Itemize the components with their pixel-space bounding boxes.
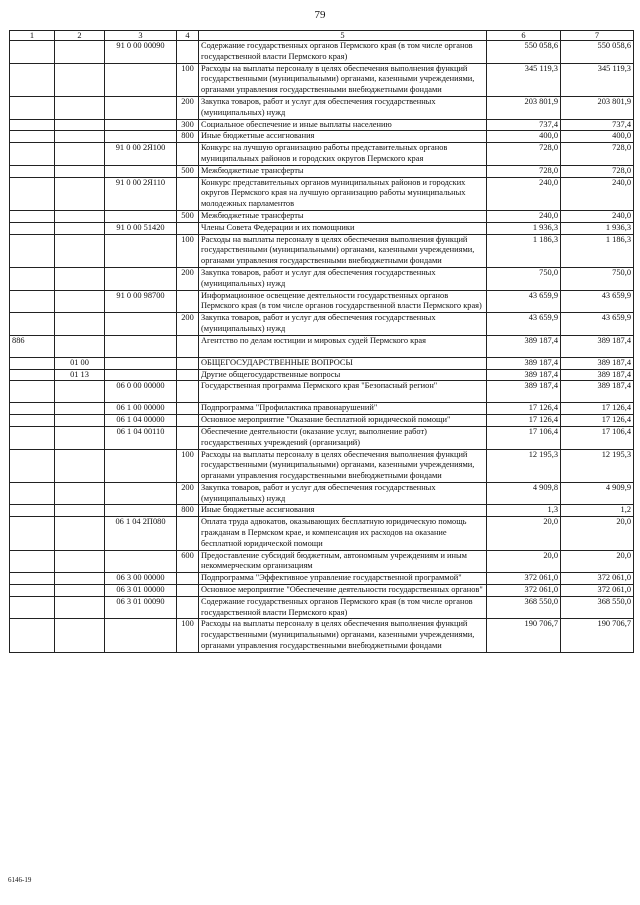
section-code-cell: 01 13 xyxy=(55,369,105,381)
expense-type-cell xyxy=(177,357,199,369)
table-row xyxy=(10,619,634,652)
description-cell: Закупка товаров, работ и услуг для обеспечения государственных (муниципальных) нужд xyxy=(199,482,487,505)
amount-cell: 190 706,7 xyxy=(487,619,561,652)
ministry-code-cell xyxy=(10,234,55,267)
amount-cell: 389 187,4 xyxy=(561,335,634,357)
ministry-code-cell xyxy=(10,573,55,585)
expense-type-cell: 200 xyxy=(177,267,199,290)
description-cell: Содержание государственных органов Пермского края (в том числе органов государственной власти Пермского края) xyxy=(199,596,487,619)
amount-cell: 20,0 xyxy=(487,550,561,573)
description-cell: Межбюджетные трансферты xyxy=(199,165,487,177)
expense-type-cell xyxy=(177,41,199,64)
target-article-cell xyxy=(105,619,177,652)
amount-cell: 368 550,0 xyxy=(487,596,561,619)
table-row xyxy=(10,290,634,313)
expense-type-cell: 200 xyxy=(177,313,199,336)
amount-cell: 389 187,4 xyxy=(561,369,634,381)
table-row xyxy=(10,573,634,585)
ministry-code-cell xyxy=(10,267,55,290)
table-row xyxy=(10,369,634,381)
table-row xyxy=(10,357,634,369)
amount-cell: 389 187,4 xyxy=(487,335,561,357)
amount-cell: 12 195,3 xyxy=(487,449,561,482)
expense-type-cell xyxy=(177,177,199,210)
ministry-code-cell: 886 xyxy=(10,335,55,357)
table-row xyxy=(10,585,634,597)
column-number: 4 xyxy=(177,31,199,41)
amount-cell: 400,0 xyxy=(561,131,634,143)
amount-cell: 20,0 xyxy=(487,517,561,550)
amount-cell: 1,3 xyxy=(487,505,561,517)
section-code-cell xyxy=(55,131,105,143)
description-cell: Закупка товаров, работ и услуг для обеспечения государственных (муниципальных) нужд xyxy=(199,267,487,290)
ministry-code-cell xyxy=(10,585,55,597)
table-row xyxy=(10,41,634,64)
table-row xyxy=(10,165,634,177)
description-cell: Расходы на выплаты персоналу в целях обеспечения выполнения функций государственными (муниципальными) органами, казенными учреждениями, органами управления государственными внебюджетными фондами xyxy=(199,449,487,482)
expense-type-cell: 300 xyxy=(177,119,199,131)
column-number: 3 xyxy=(105,31,177,41)
table-row xyxy=(10,426,634,449)
table-row xyxy=(10,403,634,415)
target-article-cell xyxy=(105,505,177,517)
target-article-cell xyxy=(105,369,177,381)
ministry-code-cell xyxy=(10,426,55,449)
amount-cell: 17 106,4 xyxy=(561,426,634,449)
table-row xyxy=(10,267,634,290)
amount-cell: 728,0 xyxy=(487,165,561,177)
table-row xyxy=(10,415,634,427)
section-code-cell xyxy=(55,482,105,505)
description-cell: Конкурс на лучшую организацию работы представительных органов муниципальных районов и городских округов Пермского края xyxy=(199,143,487,166)
target-article-cell xyxy=(105,267,177,290)
amount-cell: 4 909,9 xyxy=(561,482,634,505)
target-article-cell xyxy=(105,210,177,222)
section-code-cell xyxy=(55,335,105,357)
expense-type-cell xyxy=(177,290,199,313)
amount-cell: 345 119,3 xyxy=(561,63,634,96)
section-code-cell xyxy=(55,596,105,619)
amount-cell: 17 126,4 xyxy=(561,415,634,427)
amount-cell: 203 801,9 xyxy=(487,96,561,119)
description-cell: Иные бюджетные ассигнования xyxy=(199,131,487,143)
ministry-code-cell xyxy=(10,482,55,505)
description-cell: ОБЩЕГОСУДАРСТВЕННЫЕ ВОПРОСЫ xyxy=(199,357,487,369)
column-number: 5 xyxy=(199,31,487,41)
target-article-cell: 06 1 04 2П080 xyxy=(105,517,177,550)
section-code-cell xyxy=(55,63,105,96)
ministry-code-cell xyxy=(10,143,55,166)
target-article-cell xyxy=(105,550,177,573)
expense-type-cell: 600 xyxy=(177,550,199,573)
target-article-cell xyxy=(105,357,177,369)
column-number: 6 xyxy=(487,31,561,41)
target-article-cell xyxy=(105,482,177,505)
section-code-cell xyxy=(55,165,105,177)
section-code-cell xyxy=(55,403,105,415)
description-cell: Обеспечение деятельности (оказание услуг, выполнение работ) государственных учреждений (организаций) xyxy=(199,426,487,449)
table-row xyxy=(10,119,634,131)
target-article-cell: 06 3 00 00000 xyxy=(105,573,177,585)
target-article-cell xyxy=(105,335,177,357)
ministry-code-cell xyxy=(10,357,55,369)
target-article-cell xyxy=(105,119,177,131)
amount-cell: 1 186,3 xyxy=(561,234,634,267)
target-article-cell: 91 0 00 2Я100 xyxy=(105,143,177,166)
ministry-code-cell xyxy=(10,449,55,482)
section-code-cell xyxy=(55,619,105,652)
amount-cell: 43 659,9 xyxy=(561,313,634,336)
section-code-cell xyxy=(55,119,105,131)
amount-cell: 400,0 xyxy=(487,131,561,143)
table-row xyxy=(10,143,634,166)
amount-cell: 43 659,9 xyxy=(561,290,634,313)
expense-type-cell xyxy=(177,585,199,597)
amount-cell: 389 187,4 xyxy=(487,357,561,369)
expense-type-cell: 200 xyxy=(177,482,199,505)
ministry-code-cell xyxy=(10,96,55,119)
table-row xyxy=(10,177,634,210)
description-cell: Конкурс представительных органов муниципальных районов и городских округов Пермского края на лучшую организацию работы муниципальных молодежных парламентов xyxy=(199,177,487,210)
amount-cell: 240,0 xyxy=(487,210,561,222)
target-article-cell: 91 0 00 51420 xyxy=(105,222,177,234)
section-code-cell xyxy=(55,550,105,573)
ministry-code-cell xyxy=(10,131,55,143)
table-row xyxy=(10,222,634,234)
section-code-cell xyxy=(55,573,105,585)
amount-cell: 190 706,7 xyxy=(561,619,634,652)
description-cell: Закупка товаров, работ и услуг для обеспечения государственных (муниципальных) нужд xyxy=(199,96,487,119)
ministry-code-cell xyxy=(10,596,55,619)
ministry-code-cell xyxy=(10,119,55,131)
description-cell: Социальное обеспечение и иные выплаты населению xyxy=(199,119,487,131)
column-number: 2 xyxy=(55,31,105,41)
table-row xyxy=(10,449,634,482)
section-code-cell xyxy=(55,290,105,313)
amount-cell: 750,0 xyxy=(561,267,634,290)
amount-cell: 389 187,4 xyxy=(487,381,561,403)
amount-cell: 20,0 xyxy=(561,550,634,573)
amount-cell: 345 119,3 xyxy=(487,63,561,96)
target-article-cell: 06 1 04 00000 xyxy=(105,415,177,427)
ministry-code-cell xyxy=(10,177,55,210)
target-article-cell xyxy=(105,131,177,143)
table-row xyxy=(10,505,634,517)
column-number: 1 xyxy=(10,31,55,41)
ministry-code-cell xyxy=(10,290,55,313)
target-article-cell: 06 1 00 00000 xyxy=(105,403,177,415)
section-code-cell xyxy=(55,210,105,222)
expense-type-cell: 100 xyxy=(177,449,199,482)
ministry-code-cell xyxy=(10,381,55,403)
table-row xyxy=(10,482,634,505)
table-row xyxy=(10,210,634,222)
table-row xyxy=(10,96,634,119)
ministry-code-cell xyxy=(10,63,55,96)
amount-cell: 368 550,0 xyxy=(561,596,634,619)
table-row xyxy=(10,517,634,550)
target-article-cell: 91 0 00 98700 xyxy=(105,290,177,313)
section-code-cell xyxy=(55,415,105,427)
expense-type-cell xyxy=(177,415,199,427)
expense-type-cell: 500 xyxy=(177,165,199,177)
expense-type-cell xyxy=(177,335,199,357)
target-article-cell xyxy=(105,449,177,482)
page-number: 79 xyxy=(314,9,326,21)
expense-type-cell: 800 xyxy=(177,131,199,143)
section-code-cell xyxy=(55,222,105,234)
description-cell: Основное мероприятие "Оказание бесплатной юридической помощи" xyxy=(199,415,487,427)
target-article-cell: 06 3 01 00000 xyxy=(105,585,177,597)
section-code-cell: 01 00 xyxy=(55,357,105,369)
section-code-cell xyxy=(55,267,105,290)
target-article-cell xyxy=(105,234,177,267)
amount-cell: 550 058,6 xyxy=(561,41,634,64)
target-article-cell xyxy=(105,63,177,96)
ministry-code-cell xyxy=(10,517,55,550)
amount-cell: 43 659,9 xyxy=(487,313,561,336)
ministry-code-cell xyxy=(10,210,55,222)
amount-cell: 389 187,4 xyxy=(561,357,634,369)
description-cell: Другие общегосударственные вопросы xyxy=(199,369,487,381)
section-code-cell xyxy=(55,585,105,597)
amount-cell: 550 058,6 xyxy=(487,41,561,64)
ministry-code-cell xyxy=(10,41,55,64)
amount-cell: 17 126,4 xyxy=(487,415,561,427)
expense-type-cell xyxy=(177,573,199,585)
section-code-cell xyxy=(55,381,105,403)
amount-cell: 17 126,4 xyxy=(487,403,561,415)
expense-type-cell: 500 xyxy=(177,210,199,222)
section-code-cell xyxy=(55,517,105,550)
table-row xyxy=(10,335,634,357)
section-code-cell xyxy=(55,41,105,64)
table-row xyxy=(10,131,634,143)
description-cell: Информационное освещение деятельности государственных органов Пермского края (в том числе органов государственной власти Пермского края) xyxy=(199,290,487,313)
amount-cell: 203 801,9 xyxy=(561,96,634,119)
amount-cell: 12 195,3 xyxy=(561,449,634,482)
amount-cell: 372 061,0 xyxy=(487,585,561,597)
description-cell: Иные бюджетные ассигнования xyxy=(199,505,487,517)
expense-type-cell: 800 xyxy=(177,505,199,517)
table-row xyxy=(10,381,634,403)
description-cell: Расходы на выплаты персоналу в целях обеспечения выполнения функций государственными (муниципальными) органами, казенными учреждениями, органами управления государственными внебюджетными фондами xyxy=(199,63,487,96)
target-article-cell: 06 3 01 00090 xyxy=(105,596,177,619)
expense-type-cell xyxy=(177,403,199,415)
ministry-code-cell xyxy=(10,165,55,177)
expense-type-cell xyxy=(177,143,199,166)
amount-cell: 1,2 xyxy=(561,505,634,517)
section-code-cell xyxy=(55,505,105,517)
description-cell: Расходы на выплаты персоналу в целях обеспечения выполнения функций государственными (муниципальными) органами, казенными учреждениями, органами управления государственными внебюджетными фондами xyxy=(199,619,487,652)
description-cell: Подпрограмма "Профилактика правонарушений" xyxy=(199,403,487,415)
description-cell: Межбюджетные трансферты xyxy=(199,210,487,222)
description-cell: Государственная программа Пермского края "Безопасный регион" xyxy=(199,381,487,403)
ministry-code-cell xyxy=(10,313,55,336)
target-article-cell: 91 0 00 2Я110 xyxy=(105,177,177,210)
amount-cell: 737,4 xyxy=(487,119,561,131)
ministry-code-cell xyxy=(10,222,55,234)
amount-cell: 728,0 xyxy=(487,143,561,166)
expense-type-cell xyxy=(177,222,199,234)
ministry-code-cell xyxy=(10,550,55,573)
expense-type-cell xyxy=(177,426,199,449)
description-cell: Агентство по делам юстиции и мировых судей Пермского края xyxy=(199,335,487,357)
expense-type-cell: 200 xyxy=(177,96,199,119)
target-article-cell: 06 1 04 00110 xyxy=(105,426,177,449)
target-article-cell xyxy=(105,313,177,336)
amount-cell: 4 909,8 xyxy=(487,482,561,505)
ministry-code-cell xyxy=(10,619,55,652)
ministry-code-cell xyxy=(10,369,55,381)
amount-cell: 20,0 xyxy=(561,517,634,550)
amount-cell: 43 659,9 xyxy=(487,290,561,313)
expense-type-cell xyxy=(177,381,199,403)
section-code-cell xyxy=(55,96,105,119)
section-code-cell xyxy=(55,143,105,166)
target-article-cell: 91 0 00 00090 xyxy=(105,41,177,64)
amount-cell: 728,0 xyxy=(561,165,634,177)
expense-type-cell: 100 xyxy=(177,63,199,96)
amount-cell: 240,0 xyxy=(487,177,561,210)
section-code-cell xyxy=(55,234,105,267)
amount-cell: 1 936,3 xyxy=(487,222,561,234)
table-row xyxy=(10,234,634,267)
description-cell: Подпрограмма "Эффективное управление государственной программой" xyxy=(199,573,487,585)
description-cell: Предоставление субсидий бюджетным, автономным учреждениям и иным некоммерческим организациям xyxy=(199,550,487,573)
amount-cell: 17 106,4 xyxy=(487,426,561,449)
description-cell: Члены Совета Федерации и их помощники xyxy=(199,222,487,234)
amount-cell: 728,0 xyxy=(561,143,634,166)
expense-type-cell xyxy=(177,517,199,550)
ministry-code-cell xyxy=(10,403,55,415)
amount-cell: 389 187,4 xyxy=(561,381,634,403)
column-number-row xyxy=(10,31,634,41)
ministry-code-cell xyxy=(10,415,55,427)
expense-type-cell: 100 xyxy=(177,234,199,267)
section-code-cell xyxy=(55,449,105,482)
target-article-cell xyxy=(105,165,177,177)
section-code-cell xyxy=(55,177,105,210)
table-row xyxy=(10,63,634,96)
amount-cell: 240,0 xyxy=(561,177,634,210)
amount-cell: 372 061,0 xyxy=(487,573,561,585)
description-cell: Содержание государственных органов Пермского края (в том числе органов государственной власти Пермского края) xyxy=(199,41,487,64)
amount-cell: 750,0 xyxy=(487,267,561,290)
amount-cell: 372 061,0 xyxy=(561,573,634,585)
ministry-code-cell xyxy=(10,505,55,517)
amount-cell: 737,4 xyxy=(561,119,634,131)
amount-cell: 1 936,3 xyxy=(561,222,634,234)
expense-type-cell xyxy=(177,369,199,381)
amount-cell: 372 061,0 xyxy=(561,585,634,597)
table-row xyxy=(10,550,634,573)
table-row xyxy=(10,596,634,619)
section-code-cell xyxy=(55,313,105,336)
target-article-cell: 06 0 00 00000 xyxy=(105,381,177,403)
description-cell: Основное мероприятие "Обеспечение деятельности государственных органов" xyxy=(199,585,487,597)
description-cell: Расходы на выплаты персоналу в целях обеспечения выполнения функций государственными (муниципальными) органами, казенными учреждениями, органами управления государственными внебюджетными фондами xyxy=(199,234,487,267)
amount-cell: 389 187,4 xyxy=(487,369,561,381)
expense-type-cell: 100 xyxy=(177,619,199,652)
section-code-cell xyxy=(55,426,105,449)
amount-cell: 1 186,3 xyxy=(487,234,561,267)
description-cell: Оплата труда адвокатов, оказывающих бесплатную юридическую помощь гражданам в Пермском крае, и компенсация их расходов на оказание бесплатной юридической помощи xyxy=(199,517,487,550)
footer-code: 6146-19 xyxy=(8,876,32,884)
expense-type-cell xyxy=(177,596,199,619)
column-number: 7 xyxy=(561,31,634,41)
amount-cell: 240,0 xyxy=(561,210,634,222)
amount-cell: 17 126,4 xyxy=(561,403,634,415)
table-row xyxy=(10,313,634,336)
description-cell: Закупка товаров, работ и услуг для обеспечения государственных (муниципальных) нужд xyxy=(199,313,487,336)
budget-table xyxy=(9,30,634,653)
target-article-cell xyxy=(105,96,177,119)
